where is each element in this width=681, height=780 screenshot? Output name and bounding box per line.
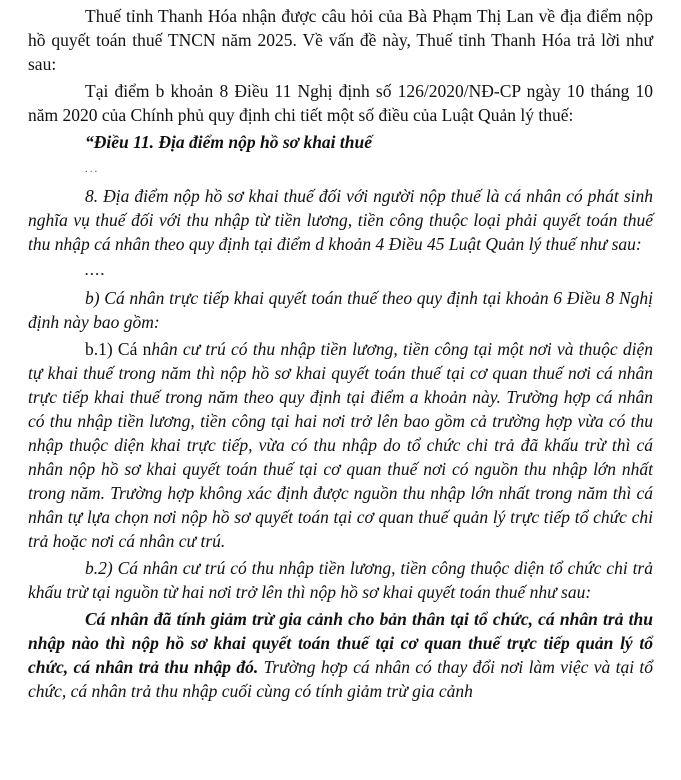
paragraph-b1-lead: b.1) Cá n bbox=[85, 339, 152, 359]
paragraph-point-b1 bbox=[28, 337, 653, 553]
ellipsis-separator-1: ... bbox=[85, 163, 100, 175]
paragraph-b1-body: hân cư trú có thu nhập tiền lương, tiền công tại một nơi và thuộc diện tự khai thuế trong năm thì nộp hồ sơ khai quyết toán thuế tại cơ quan thuế nơi cá nhân trực tiếp khai thuế trong năm theo quy định tại điểm a khoản này. Trường hợp cá nhân có thu nhập tiền lương, tiền công tại hai nơi trở lên bao gồm cả trường hợp vừa có thu nhập thuộc diện khai trực tiếp, vừa có thu nhập do tổ chức chi trả đã khấu trừ thì cá nhân nộp hồ sơ khai quyết toán thuế tại cơ quan thuế nơi có nguồn thu nhập lớn nhất trong năm. Trường hợp không xác định được nguồn thu nhập lớn nhất trong năm thì cá nhân tự lựa chọn nơi nộp hồ sơ quyết toán tại cơ quan thuế quản lý trực tiếp tổ chức chi trả hoặc nơi cá nhân cư trú. bbox=[28, 339, 653, 551]
paragraph-intro: Thuế tỉnh Thanh Hóa nhận được câu hỏi của Bà Phạm Thị Lan về địa điểm nộp hồ quyết toán thuế TNCN năm 2025. Về vấn đề này, Thuế tỉnh Thanh Hóa trả lời như sau: bbox=[28, 6, 653, 74]
ellipsis-separator-2: .... bbox=[85, 263, 106, 278]
paragraph-emphasis-tail: Trường hợp cá nhân có thay đổi nơi làm việc và tại tổ chức, cá nhân trả thu nhập cuối cùng có tính giảm trừ gia cảnh bbox=[28, 657, 654, 701]
paragraph-emphasis bbox=[28, 607, 653, 703]
paragraph-point-b: b) Cá nhân trực tiếp khai quyết toán thuế theo quy định tại khoản 6 Điều 8 Nghị định này bao gồm: bbox=[28, 288, 653, 332]
paragraph-point-b2: b.2) Cá nhân cư trú có thu nhập tiền lương, tiền công thuộc diện tổ chức chi trả khấu trừ tại nguồn từ hai nơi trở lên thì nộp hồ sơ khai quyết toán thuế như sau: bbox=[28, 558, 653, 602]
paragraph-clause-8: 8. Địa điểm nộp hồ sơ khai thuế đối với người nộp thuế là cá nhân có phát sinh nghĩa vụ thuế đối với thu nhập từ tiền lương, tiền công thuộc loại phải quyết toán thuế thu nhập cá nhân theo quy định tại điểm d khoản 4 Điều 45 Luật Quản lý thuế như sau: bbox=[28, 186, 653, 254]
quote-heading-article-11: “Điều 11. Địa điểm nộp hồ sơ khai thuế bbox=[85, 132, 373, 152]
paragraph-emphasis-bold: Cá nhân đã tính giảm trừ gia cảnh cho bản thân tại tổ chức, cá nhân trả thu nhập nào thì nộp hồ sơ khai quyết toán thuế tại cơ quan thuế trực tiếp quản lý tổ chức, cá nhân trả thu nhập đó. bbox=[28, 609, 653, 677]
paragraph-legal-reference: Tại điểm b khoản 8 Điều 11 Nghị định số 126/2020/NĐ-CP ngày 10 tháng 10 năm 2020 của Chính phủ quy định chi tiết một số điều của Luật Quản lý thuế: bbox=[28, 81, 653, 125]
